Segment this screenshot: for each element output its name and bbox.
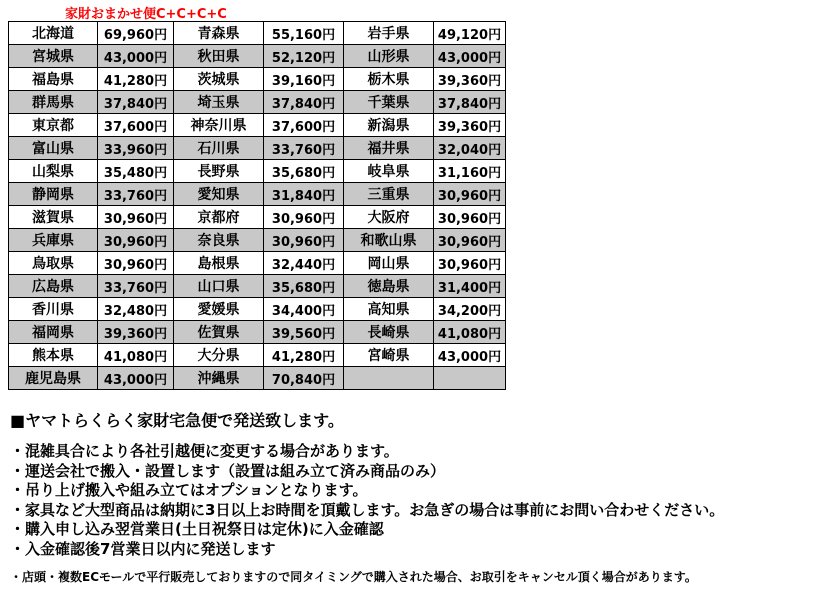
notes-heading: ■ヤマトらくらく家財宅急便で発送致します。 [10, 411, 344, 430]
price-cell: 30,960円 [434, 252, 506, 275]
table-row [9, 298, 506, 321]
price-cell: 31,840円 [264, 183, 344, 206]
prefecture-cell: 茨城県 [174, 68, 264, 91]
prefecture-cell: 長野県 [174, 160, 264, 183]
price-cell: 30,960円 [434, 229, 506, 252]
prefecture-cell: 滋賀県 [9, 206, 98, 229]
note-item: ・購入申し込み翌営業日(土日祝祭日は定休)に入金確認 [10, 520, 384, 538]
price-cell: 30,960円 [434, 183, 506, 206]
price-cell: 33,760円 [264, 137, 344, 160]
price-cell: 37,840円 [98, 91, 174, 114]
price-cell: 30,960円 [98, 206, 174, 229]
table-row [9, 252, 506, 275]
table-row [9, 229, 506, 252]
price-cell: 32,440円 [264, 252, 344, 275]
price-cell: 39,560円 [264, 321, 344, 344]
price-cell: 31,160円 [434, 160, 506, 183]
note-item: ・入金確認後7営業日以内に発送します [10, 539, 276, 558]
price-cell: 39,360円 [98, 321, 174, 344]
table-row [9, 183, 506, 206]
prefecture-cell: 沖縄県 [174, 367, 264, 390]
prefecture-cell: 愛媛県 [174, 298, 264, 321]
price-cell: 69,960円 [98, 22, 174, 45]
price-cell: 35,480円 [98, 160, 174, 183]
prefecture-cell: 広島県 [9, 275, 98, 298]
price-cell: 41,080円 [98, 344, 174, 367]
prefecture-cell: 島根県 [174, 252, 264, 275]
price-cell: 41,280円 [98, 68, 174, 91]
note-item: ・混雑具合により各社引越便に変更する場合があります。 [10, 442, 399, 460]
table-row [9, 367, 506, 390]
prefecture-cell: 北海道 [9, 22, 98, 45]
price-cell: 49,120円 [434, 22, 506, 45]
price-cell: 39,160円 [264, 68, 344, 91]
price-cell: 70,840円 [264, 367, 344, 390]
price-cell: 55,160円 [264, 22, 344, 45]
prefecture-cell: 山梨県 [9, 160, 98, 183]
price-cell: 37,840円 [264, 91, 344, 114]
price-cell: 41,280円 [264, 344, 344, 367]
price-cell: 34,200円 [434, 298, 506, 321]
prefecture-cell: 宮城県 [9, 45, 98, 68]
note-item: ・運送会社で搬入・設置します（設置は組み立て済み商品のみ） [10, 461, 446, 480]
table-row [9, 321, 506, 344]
prefecture-cell: 大分県 [174, 344, 264, 367]
price-cell: 33,760円 [98, 183, 174, 206]
table-row [9, 91, 506, 114]
prefecture-cell: 埼玉県 [174, 91, 264, 114]
price-cell: 33,960円 [98, 137, 174, 160]
prefecture-cell: 新潟県 [344, 114, 434, 137]
table-row [9, 160, 506, 183]
table-row [9, 68, 506, 91]
notes-footnote: ・店頭・複数ECモールで平行販売しておりますので同タイミングで購入された場合、お取引をキャンセル頂く場合があります。 [10, 570, 697, 584]
price-cell: 30,960円 [434, 206, 506, 229]
prefecture-cell: 愛知県 [174, 183, 264, 206]
prefecture-cell: 神奈川県 [174, 114, 264, 137]
price-cell: 35,680円 [264, 275, 344, 298]
prefecture-cell: 香川県 [9, 298, 98, 321]
table-row [9, 344, 506, 367]
prefecture-cell: 兵庫県 [9, 229, 98, 252]
prefecture-cell: 東京都 [9, 114, 98, 137]
prefecture-cell: 奈良県 [174, 229, 264, 252]
price-cell: 37,600円 [264, 114, 344, 137]
prefecture-cell: 富山県 [9, 137, 98, 160]
shipping-notes [10, 408, 816, 595]
price-cell: 41,080円 [434, 321, 506, 344]
table-row [9, 275, 506, 298]
prefecture-cell: 三重県 [344, 183, 434, 206]
note-item: ・家具など大型商品は納期に3日以上お時間を頂戴します。お急ぎの場合は事前にお問い合わせください。 [10, 500, 725, 519]
price-cell: 34,400円 [264, 298, 344, 321]
prefecture-cell: 佐賀県 [174, 321, 264, 344]
price-cell: 35,680円 [264, 160, 344, 183]
prefecture-cell: 山形県 [344, 45, 434, 68]
price-cell: 33,760円 [98, 275, 174, 298]
prefecture-cell: 福井県 [344, 137, 434, 160]
price-cell: 30,960円 [264, 229, 344, 252]
price-cell: 30,960円 [98, 229, 174, 252]
prefecture-cell: 群馬県 [9, 91, 98, 114]
prefecture-cell: 栃木県 [344, 68, 434, 91]
price-cell: 31,400円 [434, 275, 506, 298]
prefecture-cell: 大阪府 [344, 206, 434, 229]
table-row [9, 114, 506, 137]
price-cell: 32,040円 [434, 137, 506, 160]
price-cell: 37,600円 [98, 114, 174, 137]
prefecture-cell: 石川県 [174, 137, 264, 160]
prefecture-cell: 長崎県 [344, 321, 434, 344]
price-cell: 43,000円 [98, 367, 174, 390]
prefecture-cell: 静岡県 [9, 183, 98, 206]
price-cell: 43,000円 [434, 45, 506, 68]
notes-list [10, 442, 816, 559]
price-cell: 30,960円 [264, 206, 344, 229]
price-cell [434, 367, 506, 390]
prefecture-cell: 青森県 [174, 22, 264, 45]
table-row [9, 45, 506, 68]
price-cell: 37,840円 [434, 91, 506, 114]
prefecture-cell: 千葉県 [344, 91, 434, 114]
price-cell: 39,360円 [434, 68, 506, 91]
prefecture-cell: 鳥取県 [9, 252, 98, 275]
prefecture-cell: 鹿児島県 [9, 367, 98, 390]
prefecture-cell: 福岡県 [9, 321, 98, 344]
price-cell: 43,000円 [98, 45, 174, 68]
prefecture-cell: 徳島県 [344, 275, 434, 298]
price-table-body [9, 22, 506, 390]
table-row [9, 206, 506, 229]
price-cell: 52,120円 [264, 45, 344, 68]
prefecture-cell: 宮崎県 [344, 344, 434, 367]
page-title: 家財おまかせ便C+C+C+C [65, 7, 227, 22]
shipping-price-table [8, 21, 506, 390]
prefecture-cell: 秋田県 [174, 45, 264, 68]
prefecture-cell: 山口県 [174, 275, 264, 298]
table-row [9, 137, 506, 160]
price-cell: 43,000円 [434, 344, 506, 367]
prefecture-cell: 和歌山県 [344, 229, 434, 252]
prefecture-cell: 高知県 [344, 298, 434, 321]
note-item: ・吊り上げ搬入や組み立てはオプションとなります。 [10, 481, 368, 499]
prefecture-cell: 岡山県 [344, 252, 434, 275]
prefecture-cell: 福島県 [9, 68, 98, 91]
price-cell: 30,960円 [98, 252, 174, 275]
price-cell: 32,480円 [98, 298, 174, 321]
prefecture-cell: 岩手県 [344, 22, 434, 45]
prefecture-cell: 熊本県 [9, 344, 98, 367]
prefecture-cell [344, 367, 434, 390]
table-row [9, 22, 506, 45]
prefecture-cell: 京都府 [174, 206, 264, 229]
price-cell: 39,360円 [434, 114, 506, 137]
prefecture-cell: 岐阜県 [344, 160, 434, 183]
